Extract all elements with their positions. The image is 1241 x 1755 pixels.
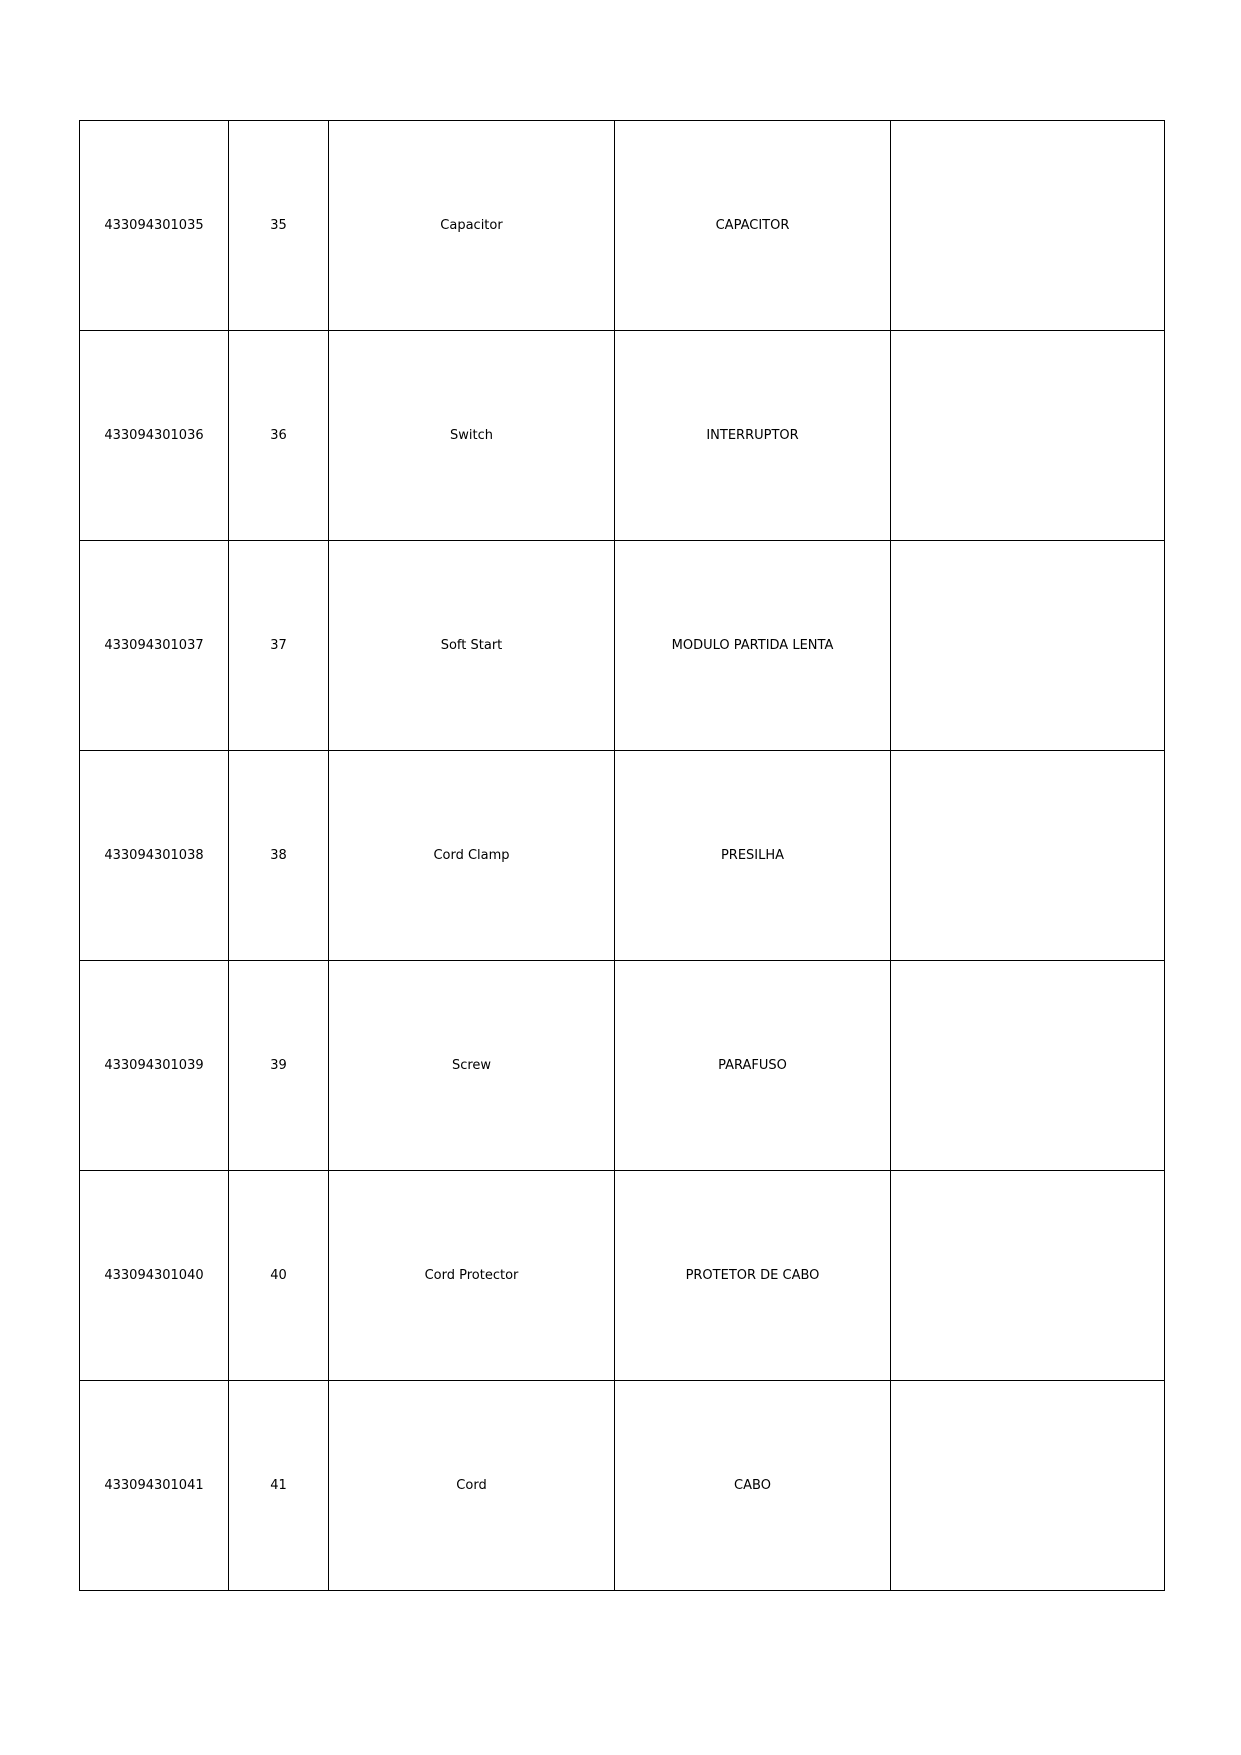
- description-en-cell: Cord Clamp: [329, 751, 615, 961]
- notes-cell: [891, 331, 1165, 541]
- table-row: [80, 1381, 1165, 1591]
- item-number-cell: 37: [229, 541, 329, 751]
- table-row: [80, 1171, 1165, 1381]
- table-row: [80, 121, 1165, 331]
- part-code-cell: 433094301038: [80, 751, 229, 961]
- description-en-cell: Screw: [329, 961, 615, 1171]
- description-pt-cell: PROTETOR DE CABO: [615, 1171, 891, 1381]
- parts-table: [79, 120, 1165, 1591]
- description-en-cell: Cord: [329, 1381, 615, 1591]
- item-number-cell: 39: [229, 961, 329, 1171]
- description-en-cell: Switch: [329, 331, 615, 541]
- part-code-cell: 433094301041: [80, 1381, 229, 1591]
- part-code-cell: 433094301039: [80, 961, 229, 1171]
- description-en-cell: Capacitor: [329, 121, 615, 331]
- part-code-cell: 433094301035: [80, 121, 229, 331]
- part-code-cell: 433094301037: [80, 541, 229, 751]
- table-row: [80, 331, 1165, 541]
- description-pt-cell: PARAFUSO: [615, 961, 891, 1171]
- description-pt-cell: INTERRUPTOR: [615, 331, 891, 541]
- part-code-cell: 433094301036: [80, 331, 229, 541]
- notes-cell: [891, 541, 1165, 751]
- description-pt-cell: CAPACITOR: [615, 121, 891, 331]
- item-number-cell: 35: [229, 121, 329, 331]
- item-number-cell: 41: [229, 1381, 329, 1591]
- notes-cell: [891, 961, 1165, 1171]
- item-number-cell: 38: [229, 751, 329, 961]
- description-en-cell: Soft Start: [329, 541, 615, 751]
- notes-cell: [891, 121, 1165, 331]
- item-number-cell: 40: [229, 1171, 329, 1381]
- table-row: [80, 541, 1165, 751]
- table-row: [80, 961, 1165, 1171]
- description-en-cell: Cord Protector: [329, 1171, 615, 1381]
- notes-cell: [891, 1381, 1165, 1591]
- notes-cell: [891, 1171, 1165, 1381]
- item-number-cell: 36: [229, 331, 329, 541]
- notes-cell: [891, 751, 1165, 961]
- description-pt-cell: CABO: [615, 1381, 891, 1591]
- table-row: [80, 751, 1165, 961]
- description-pt-cell: MODULO PARTIDA LENTA: [615, 541, 891, 751]
- description-pt-cell: PRESILHA: [615, 751, 891, 961]
- part-code-cell: 433094301040: [80, 1171, 229, 1381]
